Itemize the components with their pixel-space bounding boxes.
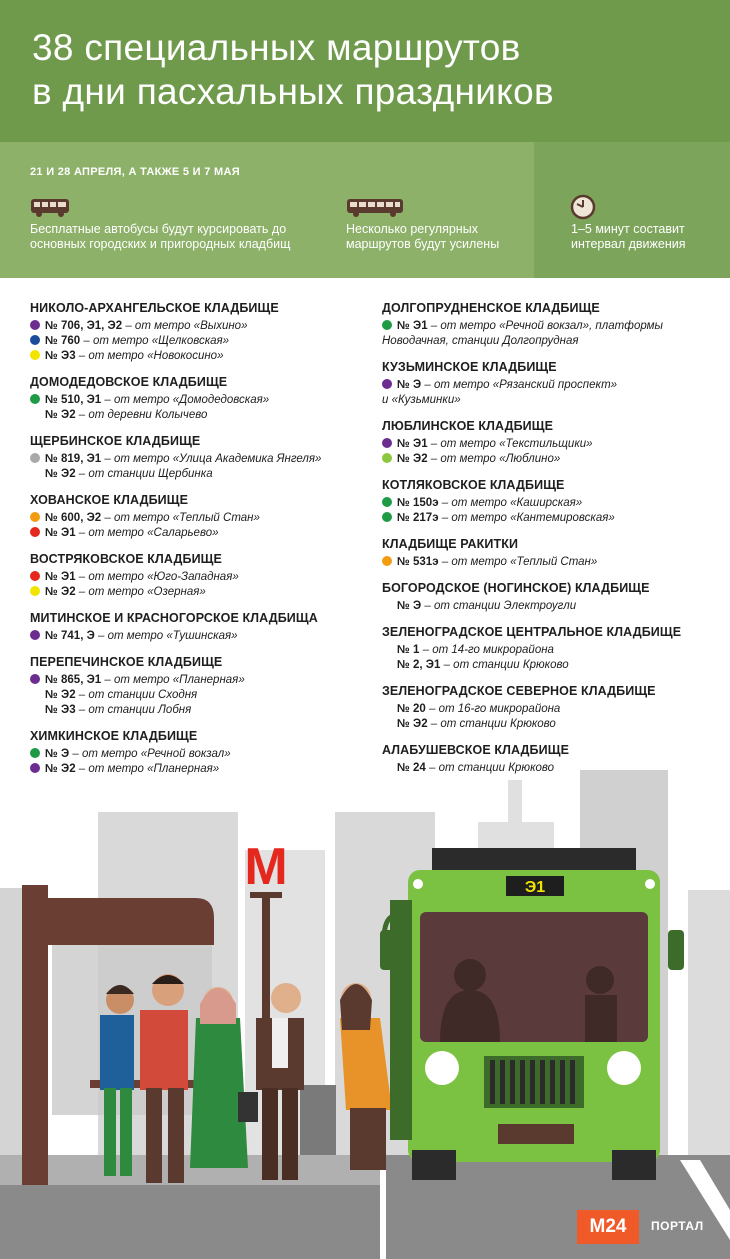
route-number: № Э — [45, 748, 70, 760]
route-origin: – от метро «Домодедовская» — [101, 394, 270, 406]
bus-icon — [346, 198, 404, 218]
bus-plate — [498, 1124, 574, 1144]
cemetery-block — [30, 374, 370, 423]
route-line — [30, 511, 370, 526]
cemetery-block — [30, 300, 370, 364]
bus-route-number: Э1 — [524, 879, 546, 896]
route-color-dot — [382, 453, 392, 463]
route-number: № Э2 — [397, 718, 428, 730]
cemetery-title: ЛЮБЛИНСКОЕ КЛАДБИЩЕ — [382, 419, 554, 433]
route-color-dot — [30, 630, 40, 640]
bus-roof-box — [432, 848, 636, 872]
cemetery-title: КОТЛЯКОВСКОЕ КЛАДБИЩЕ — [382, 478, 565, 492]
bus-mirror — [380, 930, 396, 970]
route-line-continued — [382, 393, 722, 408]
route-number: № Э2 — [45, 409, 76, 421]
cemetery-title: ХОВАНСКОЕ КЛАДБИЩЕ — [30, 493, 189, 507]
cemetery-block — [382, 683, 722, 732]
route-origin: – от деревни Колычево — [75, 409, 208, 421]
route-color-dot — [30, 350, 40, 360]
route-origin: – от метро «Саларьево» — [75, 527, 219, 539]
cemetery-block — [30, 433, 370, 482]
feature-interval: 1–5 минут составит интервал движения — [571, 222, 686, 251]
dates-label: 21 И 28 АПРЕЛЯ, А ТАКЖЕ 5 И 7 МАЯ — [30, 166, 240, 178]
route-color-dot — [382, 497, 392, 507]
route-number: № 510, Э1 — [45, 394, 102, 406]
route-origin: – от станции Сходня — [75, 689, 198, 701]
route-origin: – от метро «Рязанский проспект» — [421, 379, 618, 391]
route-number: № Э3 — [45, 350, 76, 362]
clock-icon — [570, 194, 596, 220]
cemetery-block — [30, 492, 370, 541]
bus-headlight — [607, 1051, 641, 1085]
cemetery-list-right — [382, 300, 722, 786]
info-panel-accent — [534, 142, 730, 278]
route-number: № Э — [397, 379, 422, 391]
route-origin: – от станции Крюково — [440, 659, 569, 671]
route-color-dot — [30, 512, 40, 522]
route-number: № Э2 — [45, 468, 76, 480]
cemetery-block — [382, 300, 722, 349]
cemetery-title: ЗЕЛЕНОГРАДСКОЕ ЦЕНТРАЛЬНОЕ КЛАДБИЩЕ — [382, 625, 682, 639]
route-number: № Э1 — [45, 571, 76, 583]
route-number: № 24 — [397, 762, 426, 774]
route-origin: – от метро «Планерная» — [75, 763, 220, 775]
route-number: № 760 — [45, 335, 81, 347]
bus-light — [413, 879, 423, 889]
cemetery-block — [382, 477, 722, 526]
route-number: № Э2 — [45, 586, 76, 598]
page-title — [32, 26, 712, 114]
route-origin: – от метро «Юго-Западная» — [75, 571, 239, 583]
feature-free-buses: Бесплатные автобусы будут курсировать до основных городских и пригородных кладбищ — [30, 222, 291, 251]
route-line — [30, 673, 370, 688]
route-line — [382, 319, 722, 334]
bus-wheel — [612, 1150, 656, 1180]
cemetery-block — [382, 580, 722, 614]
cemetery-title: БОГОРОДСКОЕ (НОГИНСКОЕ) КЛАДБИЩЕ — [382, 581, 650, 595]
bus-wheel — [412, 1150, 456, 1180]
route-line — [382, 702, 722, 717]
route-line — [30, 452, 370, 467]
route-line — [382, 599, 722, 614]
info-panel — [0, 142, 730, 278]
route-number: № Э2 — [45, 763, 76, 775]
route-line — [30, 585, 370, 600]
route-line — [30, 570, 370, 585]
route-line — [30, 349, 370, 364]
route-origin: – от станции Крюково — [425, 762, 555, 774]
route-line — [382, 658, 722, 673]
cemetery-title: ЗЕЛЕНОГРАДСКОЕ СЕВЕРНОЕ КЛАДБИЩЕ — [382, 684, 656, 698]
route-number: № 150э — [397, 497, 439, 509]
route-origin: – от метро «Речной вокзал» — [69, 748, 231, 760]
route-origin: – от 14-го микрорайона — [419, 644, 554, 656]
bus-mirror — [668, 930, 684, 970]
route-color-dot — [30, 674, 40, 684]
trash-bin — [300, 1085, 336, 1155]
title-line-1: 38 специальных маршрутов — [32, 27, 521, 68]
feature-reinforced-routes: Несколько регулярных маршрутов будут усилены — [346, 222, 500, 251]
route-color-dot — [382, 438, 392, 448]
metro-sign: М — [244, 838, 288, 896]
route-origin: – от метро «Выхино» — [122, 320, 248, 332]
route-origin: – от станции Электроугли — [421, 600, 577, 612]
cemetery-title: КЛАДБИЩЕ РАКИТКИ — [382, 537, 519, 551]
route-line — [30, 467, 370, 482]
route-origin: – от метро «Теплый Стан» — [438, 556, 598, 568]
building — [508, 780, 522, 840]
route-origin: – от метро «Люблино» — [427, 453, 561, 465]
route-number: № 819, Э1 — [45, 453, 102, 465]
route-number: № Э2 — [45, 689, 76, 701]
m24-logo[interactable]: М24 — [577, 1210, 639, 1244]
cemetery-block — [382, 359, 722, 408]
cemetery-title: НИКОЛО-АРХАНГЕЛЬСКОЕ КЛАДБИЩЕ — [30, 301, 279, 315]
route-origin: – от метро «Кантемировская» — [438, 512, 615, 524]
route-line — [382, 643, 722, 658]
route-color-dot — [30, 748, 40, 758]
route-line — [382, 437, 722, 452]
route-number: № 1 — [397, 644, 420, 656]
route-origin: – от метро «Теплый Стан» — [101, 512, 260, 524]
cemetery-block — [382, 624, 722, 673]
route-color-dot — [30, 335, 40, 345]
route-color-dot — [30, 453, 40, 463]
route-color-dot — [30, 527, 40, 537]
cemetery-block — [30, 610, 370, 644]
shelter-roof — [48, 898, 214, 945]
road-marking — [380, 1160, 386, 1259]
route-number: № 2, Э1 — [397, 659, 441, 671]
route-color-dot — [382, 320, 392, 330]
route-origin: и «Кузьминки» — [382, 394, 461, 406]
route-origin: – от метро «Речной вокзал», платформы — [427, 320, 663, 332]
route-color-dot — [382, 556, 392, 566]
cemetery-title: КУЗЬМИНСКОЕ КЛАДБИЩЕ — [382, 360, 557, 374]
route-origin: – от станции Щербинка — [75, 468, 213, 480]
route-line — [382, 452, 722, 467]
route-color-dot — [382, 379, 392, 389]
route-color-dot — [30, 320, 40, 330]
header — [0, 0, 730, 142]
route-line — [30, 629, 370, 644]
route-line — [30, 393, 370, 408]
route-number: № Э3 — [45, 704, 76, 716]
cemetery-block — [382, 418, 722, 467]
route-number: № Э1 — [45, 527, 76, 539]
route-line — [30, 688, 370, 703]
route-origin: – от метро «Щелковская» — [80, 335, 230, 347]
sidewalk — [0, 1155, 380, 1185]
route-origin: – от метро «Улица Академика Янгеля» — [101, 453, 322, 465]
route-origin: – от метро «Текстильщики» — [427, 438, 593, 450]
route-origin: – от метро «Каширская» — [438, 497, 583, 509]
route-line — [30, 319, 370, 334]
route-color-dot — [382, 512, 392, 522]
cemetery-title: ПЕРЕПЕЧИНСКОЕ КЛАДБИЩЕ — [30, 655, 223, 669]
cemetery-list-left — [30, 300, 370, 787]
cemetery-title: ДОМОДЕДОВСКОЕ КЛАДБИЩЕ — [30, 375, 228, 389]
route-color-dot — [30, 394, 40, 404]
bus-stop-illustration — [0, 760, 730, 1259]
cemetery-block — [30, 551, 370, 600]
cemetery-title: АЛАБУШЕВСКОЕ КЛАДБИЩЕ — [382, 743, 570, 757]
route-origin: – от 16-го микрорайона — [425, 703, 561, 715]
cemetery-title: МИТИНСКОЕ И КРАСНОГОРСКОЕ КЛАДБИЩА — [30, 611, 318, 625]
route-line — [382, 717, 722, 732]
route-color-dot — [30, 586, 40, 596]
shelter-post — [22, 885, 48, 1185]
route-number: № 20 — [397, 703, 426, 715]
cemetery-block — [382, 536, 722, 570]
route-origin: – от станции Лобня — [75, 704, 192, 716]
route-line — [30, 526, 370, 541]
route-color-dot — [30, 571, 40, 581]
route-line — [382, 555, 722, 570]
route-line — [382, 378, 722, 393]
route-line-continued — [382, 334, 722, 349]
bus-icon — [30, 198, 70, 218]
route-line — [382, 496, 722, 511]
route-origin: – от метро «Тушинская» — [94, 630, 238, 642]
building — [688, 890, 730, 1190]
title-line-2: в дни пасхальных праздников — [32, 71, 554, 112]
route-number: № 217э — [397, 512, 439, 524]
cemetery-title: ХИМКИНСКОЕ КЛАДБИЩЕ — [30, 729, 198, 743]
bus-light — [645, 879, 655, 889]
cemetery-title: ЩЕРБИНСКОЕ КЛАДБИЩЕ — [30, 434, 201, 448]
route-number: № 706, Э1, Э2 — [45, 320, 123, 332]
bus-headlight — [425, 1051, 459, 1085]
route-line — [382, 511, 722, 526]
route-origin: – от метро «Озерная» — [75, 586, 206, 598]
route-number: № Э2 — [397, 453, 428, 465]
route-number: № Э — [397, 600, 422, 612]
bus-driver — [454, 959, 486, 991]
route-number: № 600, Э2 — [45, 512, 102, 524]
route-number: № 865, Э1 — [45, 674, 102, 686]
route-line — [30, 334, 370, 349]
route-number: № 741, Э — [45, 630, 95, 642]
portal-label: ПОРТАЛ — [651, 1219, 704, 1233]
cemetery-title: ВОСТРЯКОВСКОЕ КЛАДБИЩЕ — [30, 552, 222, 566]
cemetery-title: ДОЛГОПРУДНЕНСКОЕ КЛАДБИЩЕ — [382, 301, 600, 315]
route-origin: – от метро «Новокосино» — [75, 350, 224, 362]
route-origin: – от станции Крюково — [427, 718, 556, 730]
cemetery-block — [30, 654, 370, 718]
route-origin: – от метро «Планерная» — [101, 674, 245, 686]
route-number: № Э1 — [397, 320, 428, 332]
route-line — [30, 703, 370, 718]
route-number: № Э1 — [397, 438, 428, 450]
route-origin: Новодачная, станции Долгопрудная — [382, 335, 579, 347]
route-number: № 531э — [397, 556, 439, 568]
route-line — [30, 408, 370, 423]
